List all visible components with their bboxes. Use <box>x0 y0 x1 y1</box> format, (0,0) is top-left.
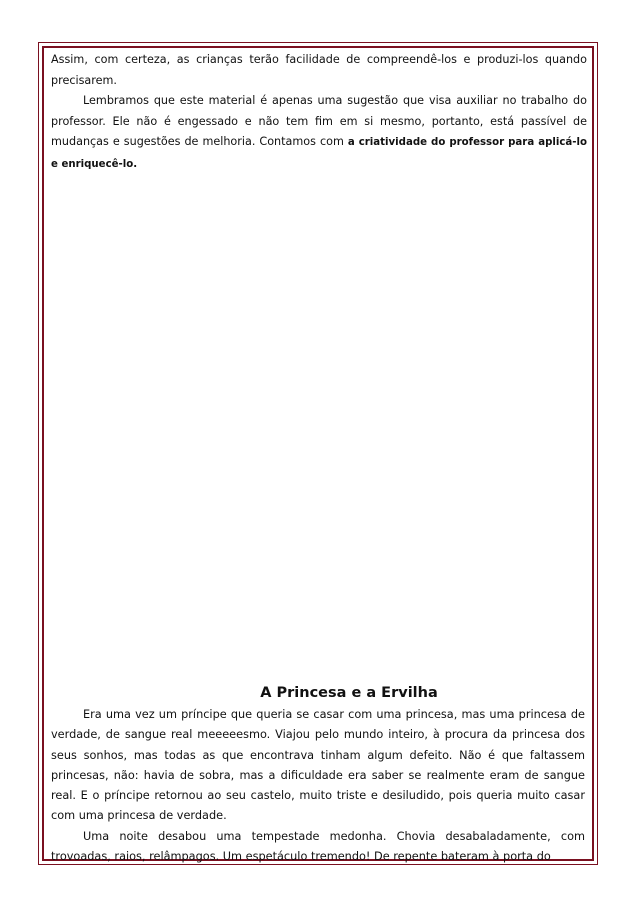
intro-paragraph-2-bold: a criatividade do professor para aplicá-lo e enriquecê-lo. <box>51 137 587 170</box>
intro-paragraph-2 <box>51 91 587 175</box>
story-paragraph-1: Era uma vez um príncipe que queria se casar com uma princesa, mas uma princesa de verdade, de sangue real meeeeesmo. Viajou pelo mundo inteiro, à procura da princesa dos seus sonhos, mas todas as que encontrava tinham algum defeito. Não é que faltassem princesas, não: havia de sobra, mas a dificuldade era saber se realmente eram de sangue real. E o príncipe retornou ao seu castelo, muito triste e desiludido, pois queria muito casar com uma princesa de verdade. <box>51 708 585 823</box>
story-paragraph-2: Uma noite desabou uma tempestade medonha. Chovia desabaladamente, com trovoadas, raios, relâmpagos. Um espetáculo tremendo! De repente bateram à porta do <box>51 829 585 864</box>
intro-paragraph-2-text: Lembramos que este material é apenas uma sugestão que visa auxiliar no trabalho do professor. Ele não é engessado e não tem fim em si mesmo, portanto, está passível de mudanças e sugestões de melhoria. Contamos com <box>51 94 587 149</box>
story-section <box>51 683 585 867</box>
intro-section <box>51 50 587 176</box>
intro-paragraph-1: Assim, com certeza, as crianças terão facilidade de compreendê-los e produzi-los quando precisarem. <box>51 53 587 87</box>
story-title: A Princesa e a Ervilha <box>260 685 438 701</box>
